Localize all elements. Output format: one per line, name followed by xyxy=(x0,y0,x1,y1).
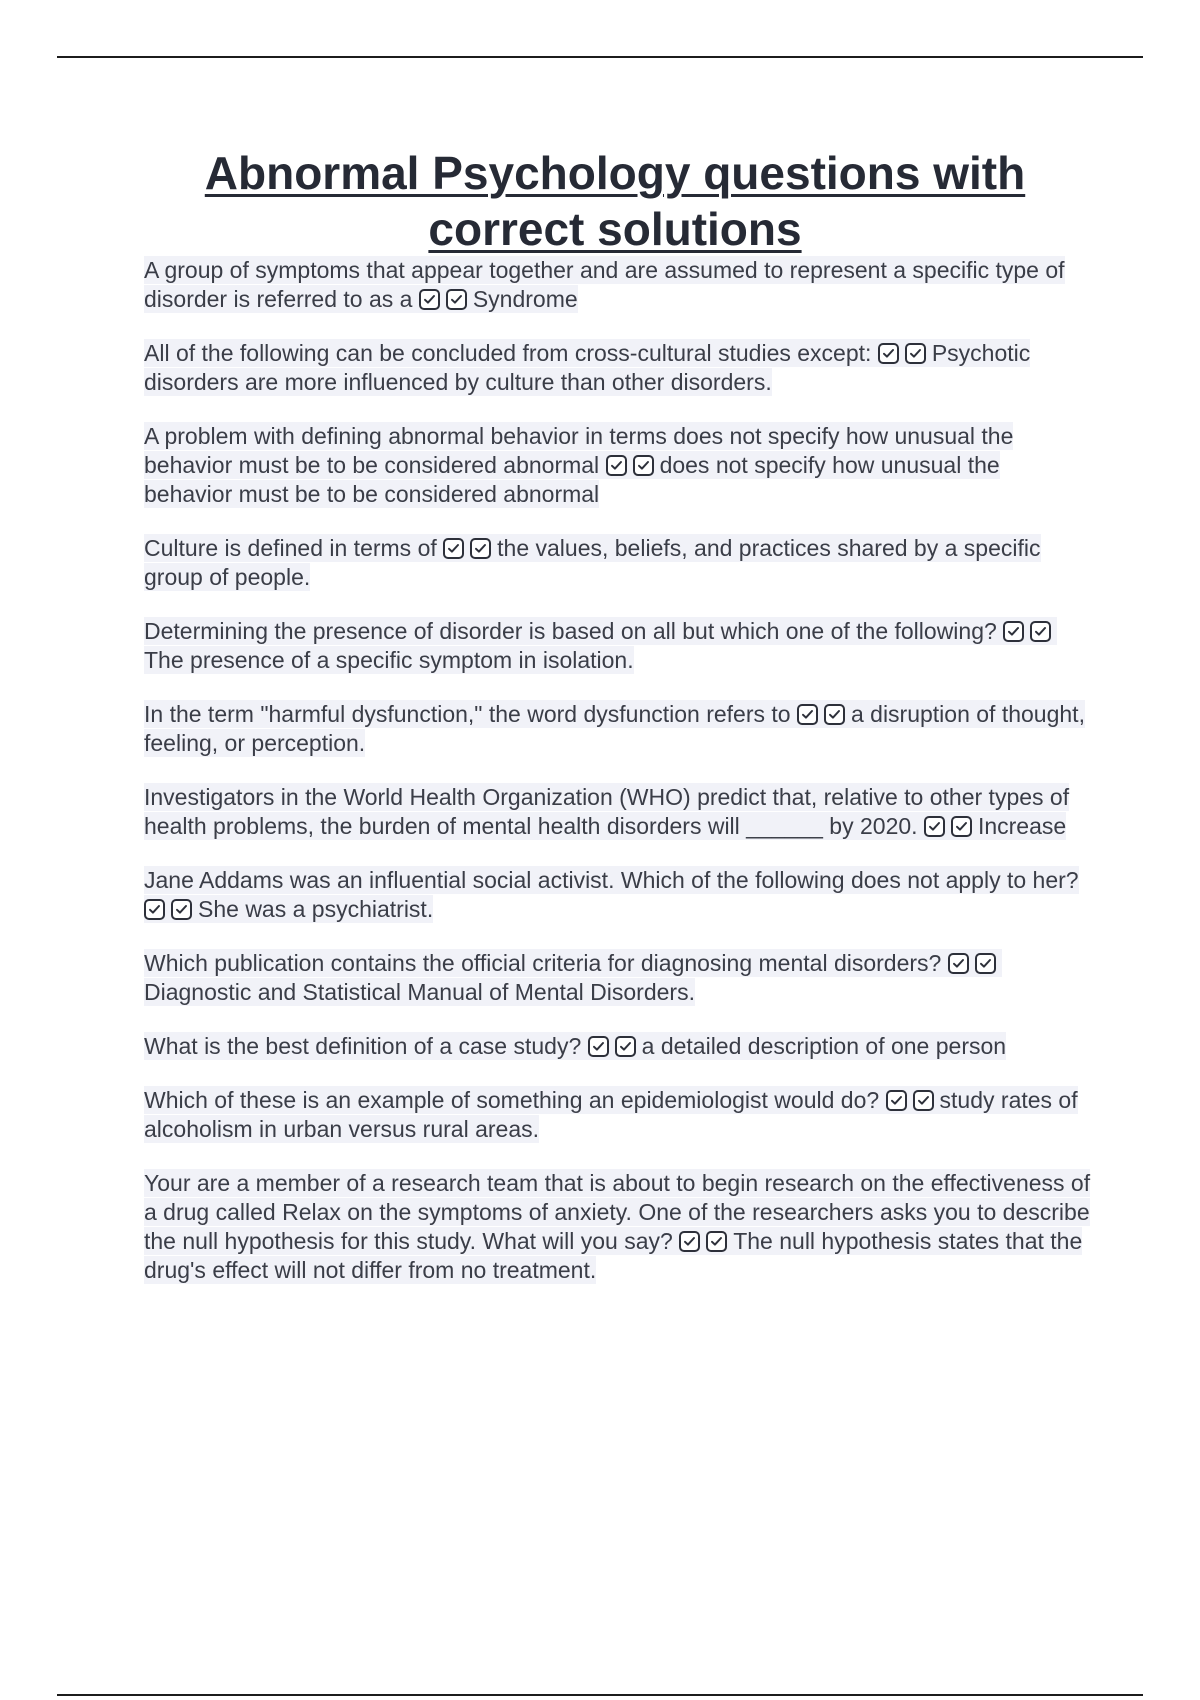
answer-marker xyxy=(948,950,1002,976)
checkbox-checked-icon xyxy=(470,538,491,559)
bottom-divider xyxy=(57,1694,1143,1696)
checkbox-checked-icon xyxy=(171,899,192,920)
qa-text xyxy=(144,422,1013,508)
qa-text xyxy=(144,1032,1006,1060)
question-text: What is the best definition of a case study? xyxy=(144,1033,582,1059)
question-text: Investigators in the World Health Organization (WHO) predict that, relative to other types of health problems, the burden of mental health disorders will ______ by 2020. xyxy=(144,784,1070,839)
answer-marker xyxy=(419,286,473,312)
checkbox-checked-icon xyxy=(443,538,464,559)
answer-marker xyxy=(144,896,198,922)
question-text: Determining the presence of disorder is based on all but which one of the following? xyxy=(144,618,997,644)
answer-text: the values, beliefs, and practices shared by a specific group of people. xyxy=(144,535,1041,590)
checkbox-checked-icon xyxy=(606,455,627,476)
qa-item xyxy=(144,339,1094,397)
question-text: A group of symptoms that appear together and are assumed to represent a specific type of disorder is referred to as a xyxy=(144,257,1065,312)
qa-text xyxy=(144,617,1057,674)
checkbox-checked-icon xyxy=(824,704,845,725)
qa-item xyxy=(144,256,1094,314)
qa-item xyxy=(144,1169,1094,1285)
qa-text xyxy=(144,866,1079,923)
answer-marker xyxy=(878,340,932,366)
document-title: Abnormal Psychology questions with correct solutions xyxy=(204,147,1026,255)
checkbox-checked-icon xyxy=(797,704,818,725)
checkbox-checked-icon xyxy=(951,816,972,837)
checkbox-checked-icon xyxy=(878,343,899,364)
qa-text xyxy=(144,339,1030,396)
qa-text xyxy=(144,783,1069,840)
checkbox-checked-icon xyxy=(1003,621,1024,642)
answer-text: study rates of alcoholism in urban versus rural areas. xyxy=(144,1087,1078,1142)
answer-text: a disruption of thought, feeling, or perception. xyxy=(144,701,1085,756)
question-text: Culture is defined in terms of xyxy=(144,535,437,561)
answer-marker xyxy=(797,701,851,727)
answer-marker xyxy=(679,1228,733,1254)
checkbox-checked-icon xyxy=(419,289,440,310)
question-text: A problem with defining abnormal behavior in terms does not specify how unusual the behavior must be to be considered abnormal xyxy=(144,423,1014,478)
qa-item xyxy=(144,949,1094,1007)
question-text: Which of these is an example of something an epidemiologist would do? xyxy=(144,1087,880,1113)
qa-item xyxy=(144,1086,1094,1144)
checkbox-checked-icon xyxy=(905,343,926,364)
qa-item xyxy=(144,866,1094,924)
checkbox-checked-icon xyxy=(1030,621,1051,642)
checkbox-checked-icon xyxy=(446,289,467,310)
answer-text: The presence of a specific symptom in isolation. xyxy=(144,647,634,673)
checkbox-checked-icon xyxy=(588,1036,609,1057)
answer-marker xyxy=(443,535,497,561)
question-text: Jane Addams was an influential social activist. Which of the following does not apply to her? xyxy=(144,867,1079,893)
answer-text: a detailed description of one person xyxy=(641,1033,1007,1059)
top-divider xyxy=(57,56,1143,58)
checkbox-checked-icon xyxy=(706,1231,727,1252)
qa-item xyxy=(144,422,1094,509)
checkbox-checked-icon xyxy=(615,1036,636,1057)
answer-marker xyxy=(588,1033,642,1059)
checkbox-checked-icon xyxy=(679,1231,700,1252)
checkbox-checked-icon xyxy=(144,899,165,920)
answer-text: She was a psychiatrist. xyxy=(198,896,434,922)
qa-text xyxy=(144,949,1002,1006)
question-text: All of the following can be concluded from cross-cultural studies except: xyxy=(144,340,872,366)
qa-text xyxy=(144,256,1065,313)
answer-text: Increase xyxy=(977,813,1067,839)
checkbox-checked-icon xyxy=(633,455,654,476)
answer-text: Syndrome xyxy=(472,286,578,312)
answer-text: The null hypothesis states that the drug's effect will not differ from no treatment. xyxy=(144,1228,1083,1283)
answer-marker xyxy=(1003,618,1057,644)
checkbox-checked-icon xyxy=(975,953,996,974)
answer-text: Psychotic disorders are more influenced by culture than other disorders. xyxy=(144,340,1031,395)
checkbox-checked-icon xyxy=(924,816,945,837)
qa-text xyxy=(144,700,1085,757)
question-text: Your are a member of a research team that is about to begin research on the effectiveness of a drug called Relax on the symptoms of anxiety. One of the researchers asks you to describe the null hypothesis for this study. What will you say? xyxy=(144,1170,1091,1254)
qa-item xyxy=(144,534,1094,592)
qa-item xyxy=(144,1032,1094,1061)
question-text: In the term "harmful dysfunction," the word dysfunction refers to xyxy=(144,701,791,727)
qa-text xyxy=(144,1169,1090,1284)
checkbox-checked-icon xyxy=(913,1090,934,1111)
qa-list xyxy=(144,256,1094,1310)
qa-item xyxy=(144,617,1094,675)
qa-item xyxy=(144,783,1094,841)
answer-text: does not specify how unusual the behavior must be to be considered abnormal xyxy=(144,452,1000,507)
question-text: Which publication contains the official criteria for diagnosing mental disorders? xyxy=(144,950,942,976)
checkbox-checked-icon xyxy=(886,1090,907,1111)
qa-text xyxy=(144,534,1041,591)
answer-marker xyxy=(606,452,660,478)
answer-marker xyxy=(886,1087,940,1113)
checkbox-checked-icon xyxy=(948,953,969,974)
qa-text xyxy=(144,1086,1078,1143)
answer-marker xyxy=(924,813,978,839)
answer-text: Diagnostic and Statistical Manual of Mental Disorders. xyxy=(144,979,695,1005)
qa-item xyxy=(144,700,1094,758)
